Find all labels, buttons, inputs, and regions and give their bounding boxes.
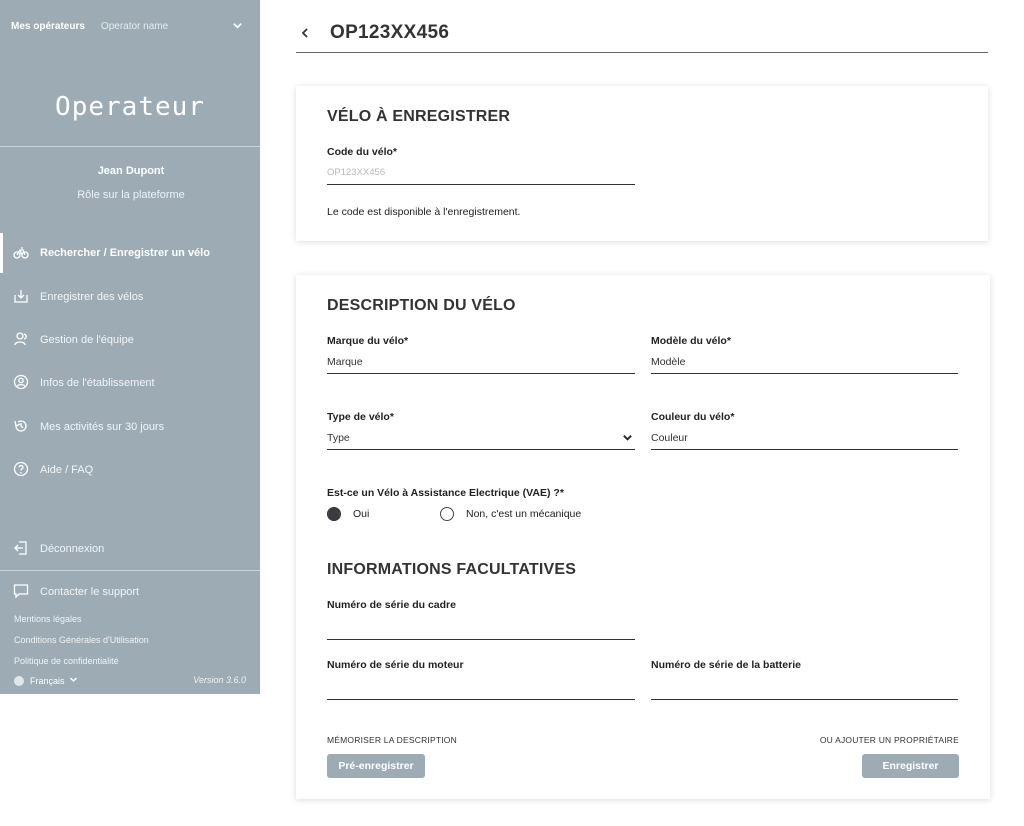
frame-serial-input[interactable] (327, 620, 635, 640)
model-value: Modèle (651, 356, 686, 368)
history-icon (13, 418, 40, 437)
operator-selector[interactable] (11, 18, 251, 34)
team-icon (13, 331, 40, 350)
contact-support-label: Contacter le support (40, 586, 140, 598)
terms-link[interactable]: Conditions Générales d'Utilisation (14, 635, 149, 645)
page-title: OP123XX456 (330, 22, 450, 43)
contact-support-link[interactable] (0, 572, 260, 612)
memorize-caption: MÉMORISER LA DESCRIPTION (327, 735, 457, 745)
radio-selected-icon (327, 507, 341, 521)
model-input[interactable] (651, 354, 958, 374)
download-icon (13, 288, 40, 307)
model-label: Modèle du vélo* (651, 335, 731, 347)
frame-serial-label: Numéro de série du cadre (327, 599, 456, 611)
nav-item-label: Infos de l'établissement (40, 377, 155, 389)
logout-button[interactable] (0, 529, 260, 569)
radio-unselected-icon (440, 507, 454, 521)
chevron-down-icon (69, 675, 78, 686)
user-role: Rôle sur la plateforme (77, 189, 185, 201)
vae-yes-radio[interactable] (327, 507, 369, 521)
divider (0, 570, 260, 571)
color-input[interactable] (651, 430, 958, 450)
help-icon (13, 461, 40, 480)
section-title: VÉLO À ENREGISTRER (327, 108, 511, 125)
owner-caption: OU AJOUTER UN PROPRIÉTAIRE (819, 735, 959, 745)
chevron-down-icon (622, 432, 633, 446)
nav-item-help[interactable] (0, 450, 260, 490)
brand-logo: Operateur (55, 92, 205, 122)
vae-no-label: Non, c'est un mécanique (466, 508, 582, 520)
type-select[interactable] (327, 430, 635, 450)
sidebar (0, 0, 260, 694)
chat-icon (13, 583, 40, 602)
bike-code-input[interactable] (327, 165, 635, 185)
vae-question: Est-ce un Vélo à Assistance Electrique (VAE) ?* (327, 487, 564, 499)
nav-item-search-register-bike[interactable] (0, 233, 260, 273)
brand-value: Marque (327, 356, 363, 368)
bike-icon (13, 244, 40, 263)
app-version: Version 3.6.0 (193, 675, 246, 685)
divider (0, 146, 260, 147)
nav-item-establishment[interactable] (0, 363, 260, 403)
chevron-down-icon (232, 20, 243, 34)
nav-item-label: Mes activités sur 30 jours (40, 421, 165, 433)
bike-register-card (296, 86, 988, 241)
battery-serial-input[interactable] (651, 680, 958, 700)
type-value: Type (327, 432, 350, 444)
nav-item-label: Rechercher / Enregistrer un vélo (40, 247, 210, 259)
type-label: Type de vélo* (327, 411, 394, 423)
user-name: Jean Dupont (97, 165, 165, 177)
language-label: Français (30, 675, 65, 686)
nav-item-activities[interactable] (0, 407, 260, 447)
bike-code-placeholder: OP123XX456 (327, 167, 386, 178)
operator-selector-label: Mes opérateurs (11, 20, 85, 32)
vae-yes-label: Oui (353, 508, 370, 520)
user-circle-icon (13, 374, 40, 393)
pre-register-button[interactable]: Pré-enregistrer (327, 754, 425, 778)
color-label: Couleur du vélo* (651, 411, 735, 423)
motor-serial-label: Numéro de série du moteur (327, 659, 464, 671)
motor-serial-input[interactable] (327, 680, 635, 700)
flag-icon (14, 676, 24, 686)
optional-section-title: INFORMATIONS FACULTATIVES (327, 561, 577, 578)
legal-notice-link[interactable]: Mentions légales (14, 614, 82, 624)
privacy-link[interactable]: Politique de confidentialité (14, 656, 119, 666)
language-selector[interactable] (14, 675, 78, 686)
nav-item-team[interactable] (0, 320, 260, 360)
nav-item-label: Enregistrer des vélos (40, 291, 144, 303)
nav-item-label: Aide / FAQ (40, 464, 94, 476)
brand-label: Marque du vélo* (327, 335, 409, 347)
register-button[interactable]: Enregistrer (862, 754, 959, 778)
title-divider (296, 52, 988, 53)
code-availability-hint: Le code est disponible à l'enregistrement. (327, 206, 521, 218)
back-chevron-icon[interactable] (300, 26, 310, 44)
operator-selector-value: Operator name (100, 20, 169, 32)
logout-icon (13, 540, 40, 559)
logout-label: Déconnexion (40, 543, 105, 555)
nav-item-register-bikes[interactable] (0, 277, 260, 317)
section-title: DESCRIPTION DU VÉLO (327, 297, 516, 314)
battery-serial-label: Numéro de série de la batterie (651, 659, 801, 671)
code-label: Code du vélo* (327, 146, 398, 158)
color-value: Couleur (651, 432, 688, 444)
vae-no-radio[interactable] (440, 507, 581, 521)
bike-description-card (296, 275, 990, 799)
nav-item-label: Gestion de l'équipe (40, 334, 134, 346)
brand-input[interactable] (327, 354, 635, 374)
